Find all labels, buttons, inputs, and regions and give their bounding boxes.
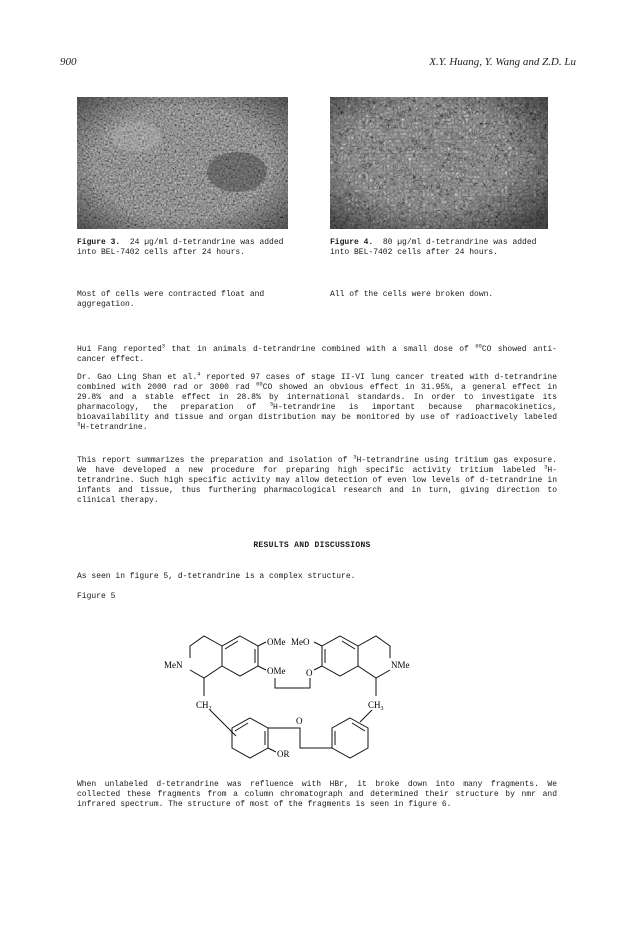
p2-text-c: CO showed an obvious effect in 31.95%, a general effect in 29.8% and a stable effect in 28.8% by international standards. In order to investigate its pharmacology, the preparation of [77,383,557,412]
ch3-label [368,700,384,712]
paragraph-gao-ling-shan [77,370,558,433]
figure-3-micrograph [77,97,288,229]
ome-label-1: OMe [267,637,286,647]
p3-isotope: 3 [353,453,357,461]
ome-label-2: OMe [267,666,286,676]
p3-text-c: H-tetrandrine. Such high specific activity may allow detection of even low levels of d-tetrandrine in infants and tissue, thus furthering pharmacological research and in turn, giving direction to clinical therapy. [77,466,557,505]
o-bridge-label: O [306,668,313,678]
figure-5-label: Figure 5 [77,592,116,601]
men-label: MeN [164,660,183,670]
figure-4-observation: All of the cells were broken down. [330,290,494,299]
figure-3-caption-text: 24 µg/ml d-tetrandrine was added into BEL-7402 cells after 24 hours. [77,238,289,257]
left-aromatic-ring [222,636,258,676]
p2-isotope-2: 3 [269,400,274,408]
p2-ref: 4 [197,370,201,378]
right-n-ring [358,636,390,658]
left-n-ring [190,636,222,658]
p1-text-b: that in animals d-tetrandrine combined with a small dose of [165,345,476,354]
page-number: 900 [60,56,77,68]
paragraph-figure-5-intro: As seen in figure 5, d-tetrandrine is a complex structure. [77,572,356,581]
p1-text-a: Hui Fang reported [77,345,162,354]
bottom-right-aromatic-ring [332,718,368,758]
running-head-authors: X.Y. Huang, Y. Wang and Z.D. Lu [429,56,576,68]
paragraph-hui-fang [77,342,557,365]
paragraph-report-summary [77,453,557,506]
figure-3-label: Figure 3. [77,238,121,247]
bottom-left-aromatic-ring [232,718,268,758]
p2-text-d: H-tetrandrine is important because pharmacokinetics, bioavailability and tissue and organ distribution may be monitored by use of radioactively labeled [77,403,557,422]
p1-ref: 3 [161,342,166,350]
ch2-subscript: 2 [208,706,212,712]
structure-bonds [190,636,390,758]
figure-3-caption [77,238,307,258]
p3-text-b: H-tetrandrine using tritium gas exposure. We have developed a new procedure for preparing high specific activity tritium labeled [77,456,557,475]
p2-isotope-3: 3 [77,420,81,428]
p2-isotope: 60 [256,380,263,388]
p1-text-c: CO showed anti-cancer effect. [77,345,557,364]
nme-label: NMe [391,660,410,670]
figure-3-observation: Most of cells were contracted float and aggregation. [77,290,270,309]
section-heading: RESULTS AND DISCUSSIONS [253,541,371,550]
p2-text-b: reported 97 cases of stage II-VI lung cancer treated with d-tetrandrine combined with 2000 rad or 3000 rad [77,373,558,392]
or-label: OR [277,749,290,759]
p3-text-a: This report summarizes the preparation and isolation of [77,456,354,465]
figure-4-micrograph [330,97,548,229]
p3-isotope-2: 3 [544,463,548,471]
ch2-label [196,700,212,712]
ch2-label-text: CH [196,700,209,710]
ch3-label-text: CH [368,700,381,710]
figure-4-caption [330,238,560,258]
o-bottom-label: O [296,716,303,726]
p2-text-a: Dr. Gao Ling Shan et al. [77,373,198,382]
ch3-subscript: 3 [380,706,384,712]
tetrandrine-structure-diagram [160,618,460,768]
right-aromatic-ring [322,636,358,676]
figure-4-label: Figure 4. [330,238,374,247]
figure-4-caption-text: 80 µg/ml d-tetrandrine was added into BEL-7402 cells after 24 hours. [330,238,542,257]
p2-text-e: H-tetrandrine. [80,423,148,432]
p1-isotope: 60 [475,342,482,350]
meo-label: MeO [291,637,310,647]
paragraph-hbr-fragments: When unlabeled d-tetrandrine was refluence with HBr, it broke down into many fragments. We collected these fragments from a column chromatograph and determined their structure by nmr and infrared spectrum. The structure of most of the fragments is seen in figure 6. [77,780,557,809]
